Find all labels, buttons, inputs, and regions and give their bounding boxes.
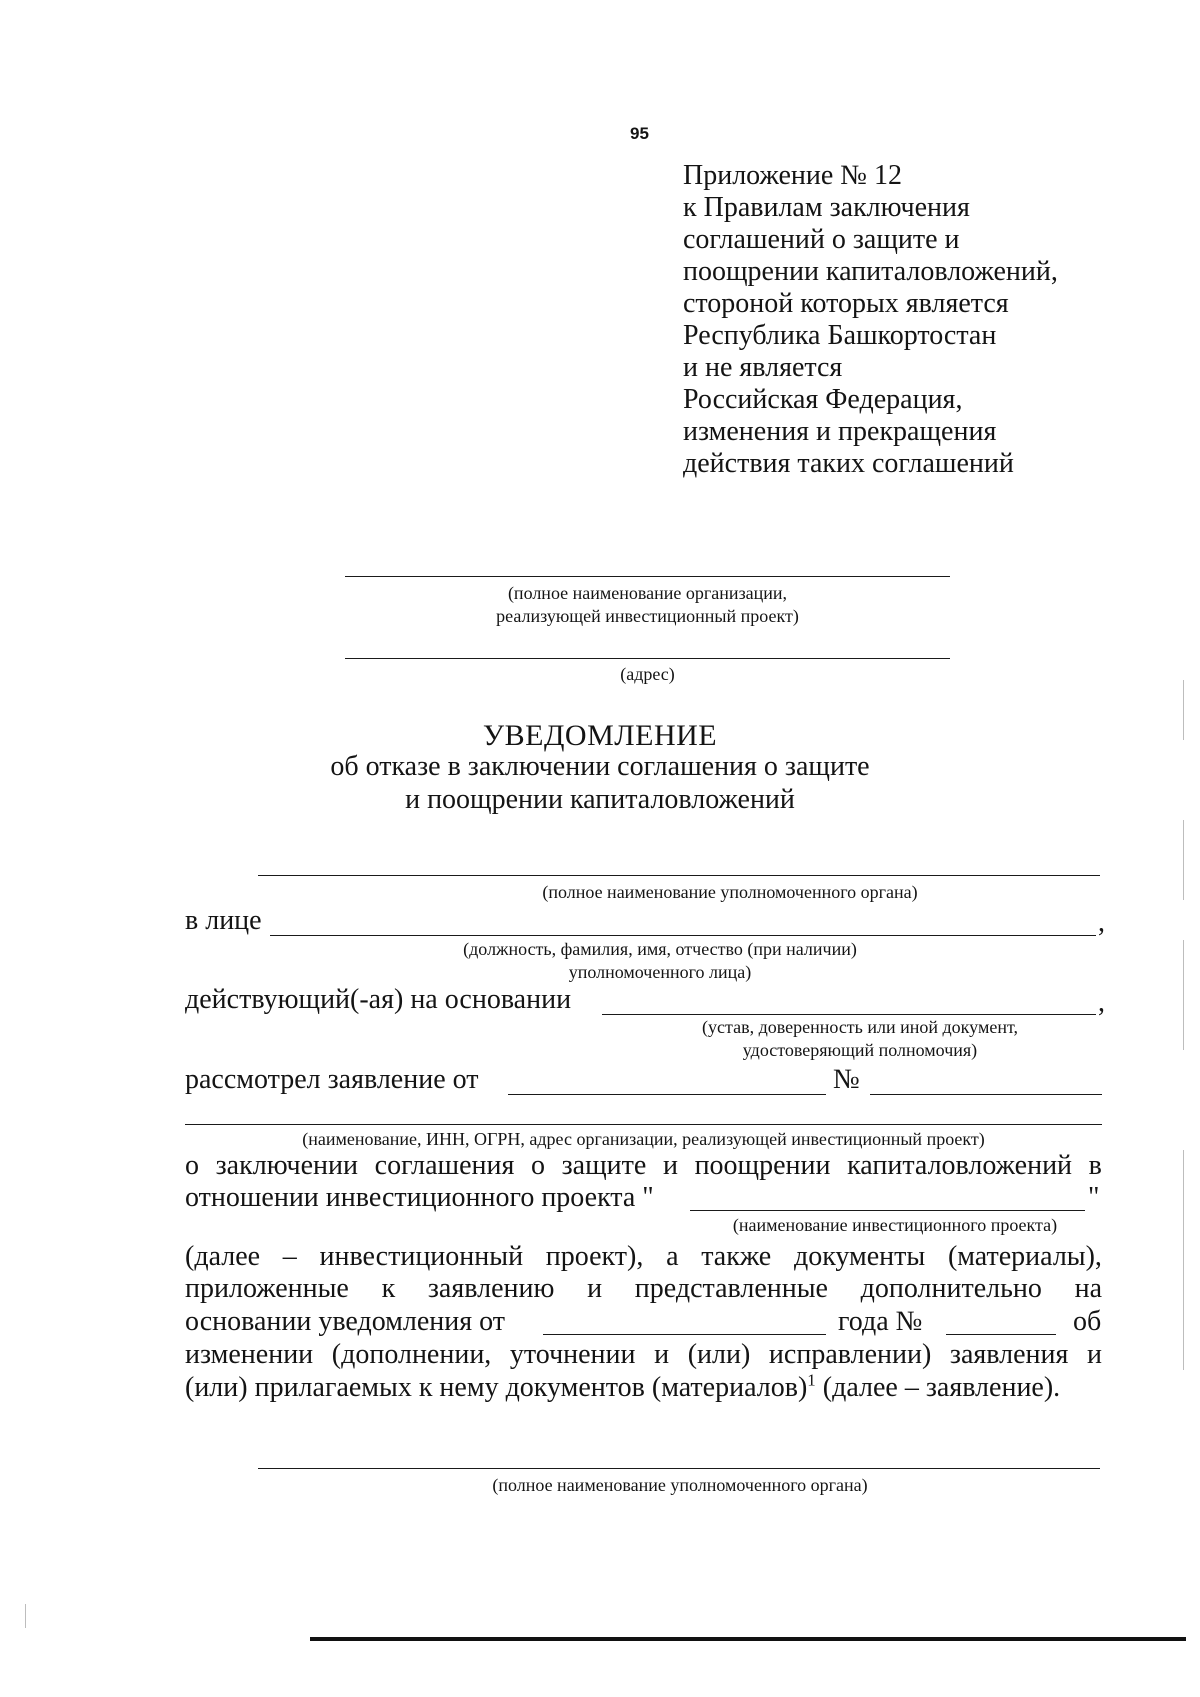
- application-date-line: [508, 1094, 826, 1095]
- reviewed-label: рассмотрел заявление от: [185, 1064, 479, 1095]
- basis-caption-line-2: удостоверяющий полномочия): [742, 1040, 978, 1060]
- right-margin-mark-3: [1183, 940, 1184, 1050]
- paragraph-line-7-tail: (далее – заявление).: [815, 1372, 1061, 1403]
- org-name-caption-line-1: (полное наименование организации,: [507, 583, 788, 603]
- word: инвестиционный: [319, 1241, 524, 1272]
- word: уточнении: [509, 1339, 636, 1370]
- authority-line: [258, 875, 1100, 876]
- acting-label: действующий(-ая) на основании: [185, 984, 572, 1015]
- paragraph-line-6: [185, 1339, 1102, 1371]
- word: (далее: [185, 1241, 261, 1272]
- word: поощрении: [694, 1150, 831, 1181]
- appendix-line: Республика Башкортостан: [683, 320, 997, 351]
- notice-subtitle-line-2: и поощрении капиталовложений: [405, 784, 795, 815]
- word: заявлению: [427, 1273, 555, 1304]
- appendix-line: действия таких соглашений: [683, 448, 1014, 479]
- word: и: [654, 1339, 670, 1370]
- word: приложенные: [185, 1273, 349, 1304]
- project-prefix: отношении инвестиционного проекта ": [185, 1182, 654, 1213]
- word: о: [531, 1150, 545, 1181]
- basis-caption: [610, 1016, 1110, 1062]
- word: и: [587, 1273, 603, 1304]
- notice-subtitle: [0, 750, 1200, 816]
- basis-comma: ,: [1098, 987, 1105, 1018]
- word: заявления: [949, 1339, 1069, 1370]
- project-quote-close: ": [1088, 1182, 1100, 1213]
- application-number-sign: №: [833, 1064, 860, 1095]
- official-caption: [360, 938, 960, 984]
- bottom-authority-caption: (полное наименование уполномоченного органа): [492, 1475, 868, 1495]
- bottom-scan-rule: [310, 1637, 1186, 1641]
- paragraph-line-1: [185, 1150, 1102, 1182]
- word: а: [666, 1241, 679, 1272]
- bottom-authority-line: [258, 1468, 1100, 1469]
- in-person-label: в лице: [185, 905, 262, 936]
- basis-caption-line-1: (устав, доверенность или иной документ,: [702, 1017, 1018, 1037]
- paragraph-line-7: [185, 1372, 1060, 1404]
- word: (материалы),: [947, 1241, 1102, 1272]
- appendix-line: поощрении капиталовложений,: [683, 256, 1058, 287]
- word: соглашения: [374, 1150, 515, 1181]
- org-name-caption-line-2: реализующей инвестиционный проект): [496, 606, 799, 626]
- word: защите: [561, 1150, 647, 1181]
- official-caption-line-2: уполномоченного лица): [568, 962, 752, 982]
- word: (дополнении,: [331, 1339, 492, 1370]
- paragraph-line-7-text: (или) прилагаемых к нему документов (материалов): [185, 1372, 808, 1403]
- footnote-reference: 1: [807, 1370, 816, 1390]
- page-number: 95: [630, 124, 649, 143]
- word: изменении: [185, 1339, 314, 1370]
- word: и: [1086, 1339, 1102, 1370]
- official-line: [270, 935, 1096, 936]
- org-name-line: [345, 576, 950, 577]
- notice-number-line: [946, 1334, 1056, 1335]
- org-name-caption: [345, 582, 950, 628]
- year-number-label: года №: [838, 1306, 923, 1337]
- notice-title: УВЕДОМЛЕНИЕ: [482, 719, 718, 752]
- word: заключении: [215, 1150, 359, 1181]
- word: –: [282, 1241, 297, 1272]
- org-details-line: [185, 1124, 1102, 1125]
- project-caption: (наименование инвестиционного проекта): [732, 1215, 1058, 1235]
- word: также: [701, 1241, 772, 1272]
- org-details-caption: (наименование, ИНН, ОГРН, адрес организации, реализующей инвестиционный проект): [302, 1129, 985, 1149]
- right-margin-mark-2: [1183, 820, 1184, 900]
- appendix-line: и не является: [683, 352, 843, 383]
- appendix-line: соглашений о защите и: [683, 224, 960, 255]
- about-label: об: [1073, 1306, 1102, 1337]
- address-caption: (адрес): [620, 664, 675, 684]
- official-comma: ,: [1098, 907, 1105, 938]
- word: представленные: [634, 1273, 828, 1304]
- right-margin-mark-4: [1183, 1150, 1184, 1370]
- appendix-block: [683, 160, 1058, 480]
- word: о: [185, 1150, 199, 1181]
- paragraph-line-3: [185, 1241, 1102, 1273]
- word: (или): [687, 1339, 751, 1370]
- word: и: [662, 1150, 678, 1181]
- application-number-line: [870, 1094, 1102, 1095]
- appendix-line: изменения и прекращения: [683, 416, 997, 447]
- authority-caption: (полное наименование уполномоченного органа): [542, 882, 918, 902]
- paragraph-line-4: [185, 1273, 1102, 1305]
- notice-date-line: [543, 1334, 826, 1335]
- appendix-line: Приложение № 12: [683, 160, 902, 191]
- basis-line: [602, 1014, 1096, 1015]
- right-margin-mark-1: [1183, 680, 1184, 740]
- official-caption-line-1: (должность, фамилия, имя, отчество (при наличии): [463, 939, 857, 959]
- word: капиталовложений: [847, 1150, 1073, 1181]
- notice-basis-label: основании уведомления от: [185, 1306, 506, 1337]
- word: исправлении): [768, 1339, 932, 1370]
- word: в: [1088, 1150, 1102, 1181]
- project-name-line: [690, 1210, 1085, 1211]
- word: дополнительно: [860, 1273, 1042, 1304]
- appendix-line: к Правилам заключения: [683, 192, 970, 223]
- word: на: [1074, 1273, 1102, 1304]
- appendix-line: Российская Федерация,: [683, 384, 963, 415]
- notice-subtitle-line-1: об отказе в заключении соглашения о защите: [330, 751, 870, 782]
- word: проект),: [545, 1241, 644, 1272]
- word: к: [381, 1273, 396, 1304]
- word: документы: [793, 1241, 926, 1272]
- address-line: [345, 658, 950, 659]
- appendix-line: стороной которых является: [683, 288, 1009, 319]
- left-margin-mark: [25, 1604, 26, 1628]
